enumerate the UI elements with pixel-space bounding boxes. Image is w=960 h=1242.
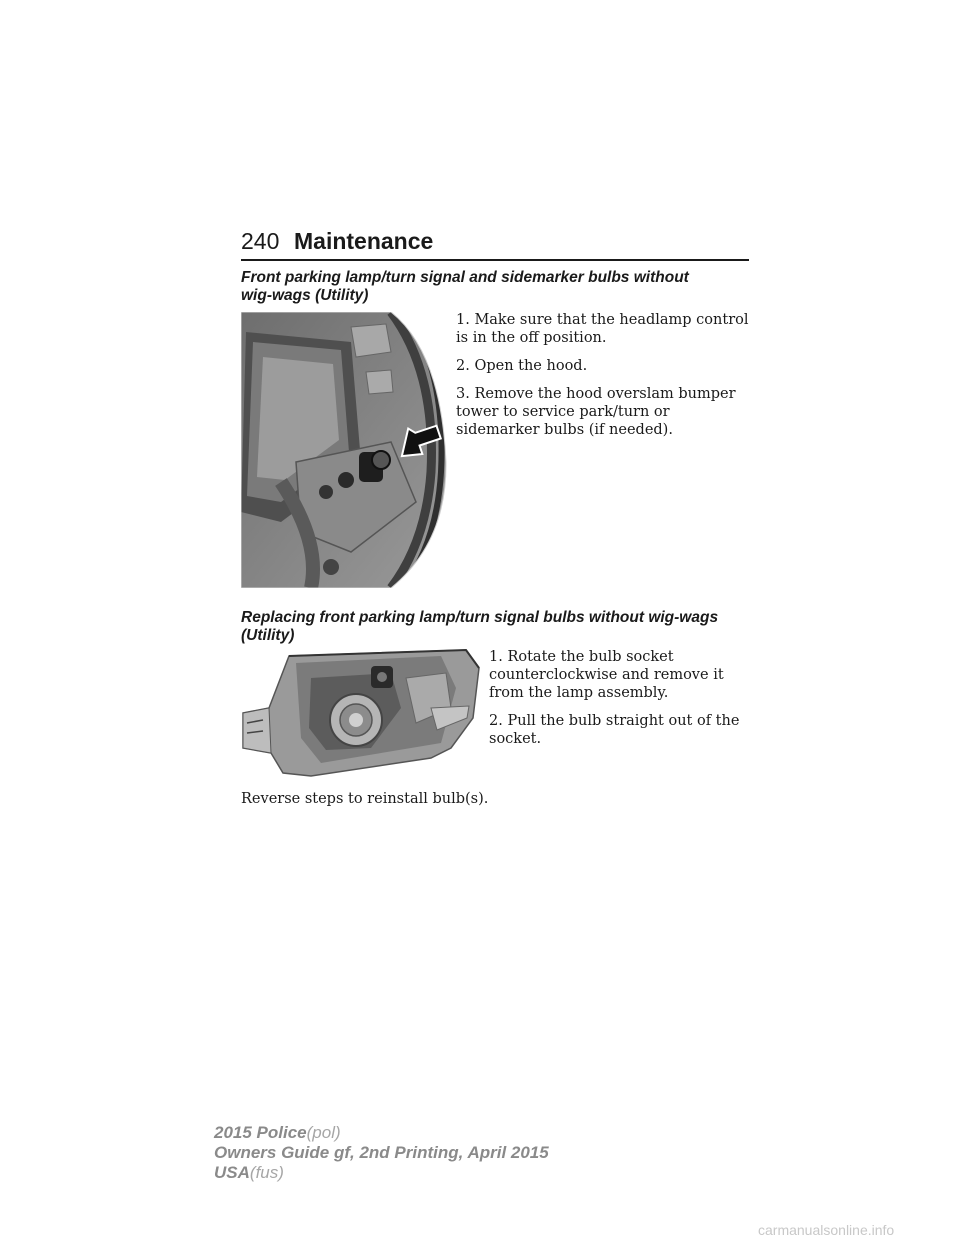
watermark: carmanualsonline.info xyxy=(758,1222,895,1238)
section1-heading-line1: Front parking lamp/turn signal and sidemarker bulbs without xyxy=(241,269,689,286)
section2-step-1: 1. Rotate the bulb socket counterclockwise and remove it from the lamp assembly. xyxy=(489,649,724,701)
reinstall-note: Reverse steps to reinstall bulb(s). xyxy=(241,791,489,807)
hood-bumper-tower-illustration xyxy=(241,312,453,588)
footer-line-3 xyxy=(214,1163,549,1183)
section1-steps xyxy=(456,311,756,449)
footer-line-1 xyxy=(214,1123,549,1143)
section1-step-3: 3. Remove the hood overslam bumper tower to service park/turn or sidemarker bulbs (if needed). xyxy=(456,386,736,438)
headlamp-assembly-illustration xyxy=(241,648,481,780)
header-rule xyxy=(241,259,749,261)
footer-model: 2015 Police xyxy=(214,1123,307,1142)
footer-model-code: (pol) xyxy=(306,1123,341,1142)
footer-market-code: (fus) xyxy=(249,1163,284,1182)
section2-step-2: 2. Pull the bulb straight out of the socket. xyxy=(489,713,740,747)
section1-heading-line2: wig-wags (Utility) xyxy=(241,287,369,304)
section2-heading-line1: Replacing front parking lamp/turn signal bulbs without wig-wags xyxy=(241,609,719,626)
document-footer xyxy=(214,1123,549,1183)
section2-heading-line2: (Utility) xyxy=(241,627,295,644)
section1-step-2: 2. Open the hood. xyxy=(456,358,588,374)
footer-market: USA xyxy=(214,1163,250,1182)
footer-line-2: Owners Guide gf, 2nd Printing, April 2015 xyxy=(214,1143,549,1162)
page-number: 240 xyxy=(241,228,280,254)
section-title: Maintenance xyxy=(294,228,434,254)
section2-heading xyxy=(241,609,761,645)
section1-heading xyxy=(241,269,761,305)
section2-steps xyxy=(489,648,754,758)
page-header xyxy=(241,228,749,262)
section1-step-1: 1. Make sure that the headlamp control is in the off position. xyxy=(456,312,749,346)
